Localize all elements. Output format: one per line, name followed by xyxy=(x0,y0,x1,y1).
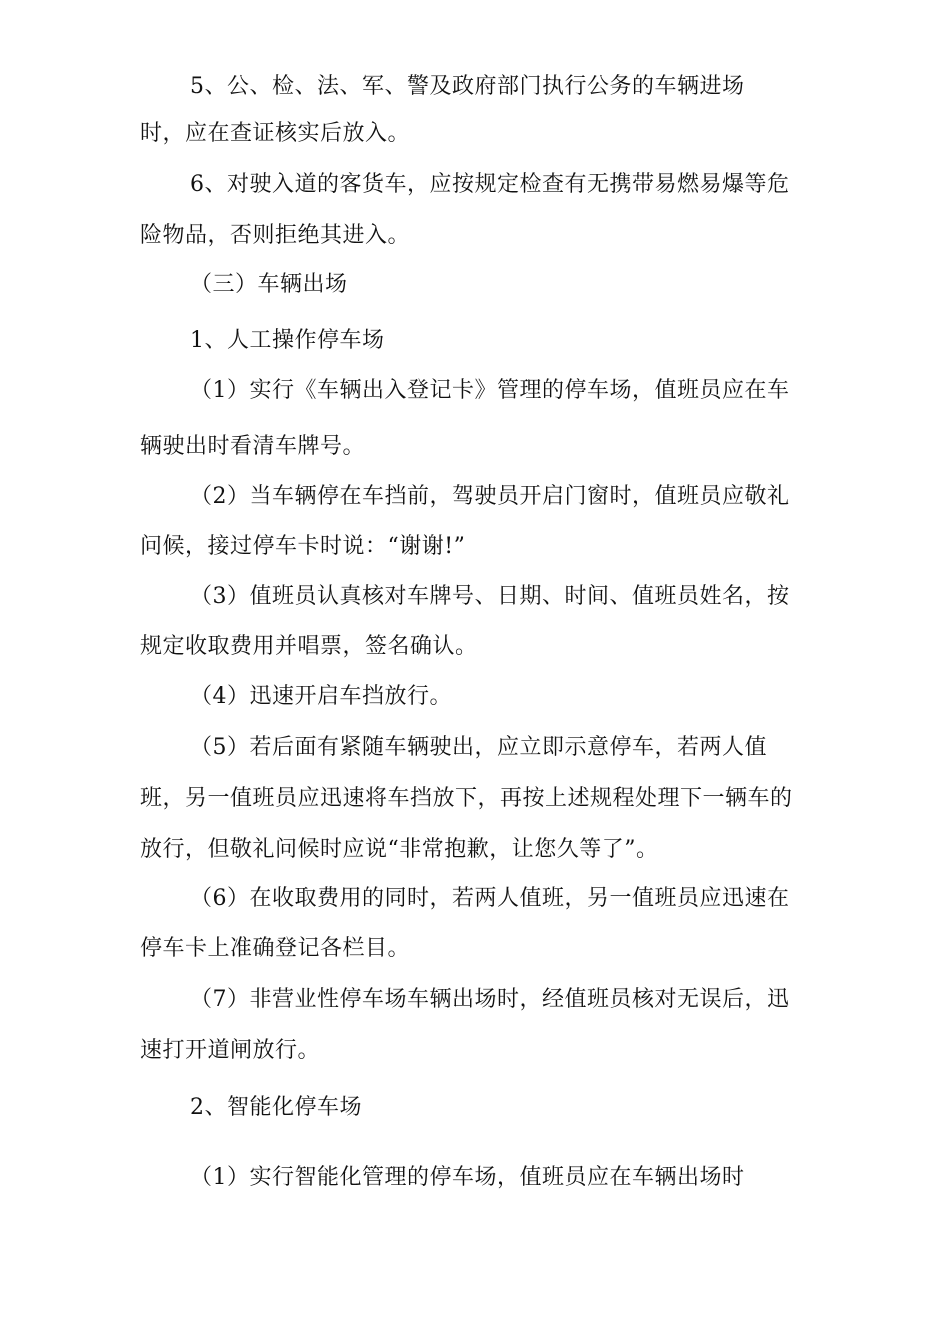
text-line: 速打开道闸放行。 xyxy=(140,1038,321,1063)
text-line: 问候，接过停车卡时说：“谢谢!” xyxy=(140,534,466,559)
text-line: 险物品，否则拒绝其进入。 xyxy=(140,223,411,248)
text-line: 时，应在查证核实后放入。 xyxy=(140,121,411,146)
text-line: 班，另一值班员应迅速将车挡放下，再按上述规程处理下一辆车的 xyxy=(140,786,793,811)
text-line: 5、公、检、法、军、警及政府部门执行公务的车辆进场 xyxy=(190,74,745,99)
text-line: 规定收取费用并唱票，签名确认。 xyxy=(140,634,478,659)
text-line: （4）迅速开启车挡放行。 xyxy=(190,684,452,709)
text-line: 6、对驶入道的客货车，应按规定检查有无携带易燃易爆等危 xyxy=(190,172,790,197)
text-line: （5）若后面有紧随车辆驶出，应立即示意停车，若两人值 xyxy=(190,735,767,760)
section-heading: （三）车辆出场 xyxy=(190,272,348,297)
text-line: 放行，但敬礼问候时应说“非常抱歉，让您久等了”。 xyxy=(140,837,659,862)
text-line: （1）实行《车辆出入登记卡》管理的停车场，值班员应在车 xyxy=(190,378,790,403)
text-line: （6）在收取费用的同时，若两人值班，另一值班员应迅速在 xyxy=(190,886,790,911)
text-line: （3）值班员认真核对车牌号、日期、时间、值班员姓名，按 xyxy=(190,584,790,609)
text-line: （7）非营业性停车场车辆出场时，经值班员核对无误后，迅 xyxy=(190,987,790,1012)
text-line: 辆驶出时看清车牌号。 xyxy=(140,434,366,459)
text-line: 停车卡上准确登记各栏目。 xyxy=(140,936,411,961)
subsection-heading: 1、人工操作停车场 xyxy=(190,328,385,353)
text-line: （2）当车辆停在车挡前，驾驶员开启门窗时，值班员应敬礼 xyxy=(190,484,790,509)
text-line: （1）实行智能化管理的停车场，值班员应在车辆出场时 xyxy=(190,1165,745,1190)
subsection-heading: 2、智能化停车场 xyxy=(190,1095,362,1120)
